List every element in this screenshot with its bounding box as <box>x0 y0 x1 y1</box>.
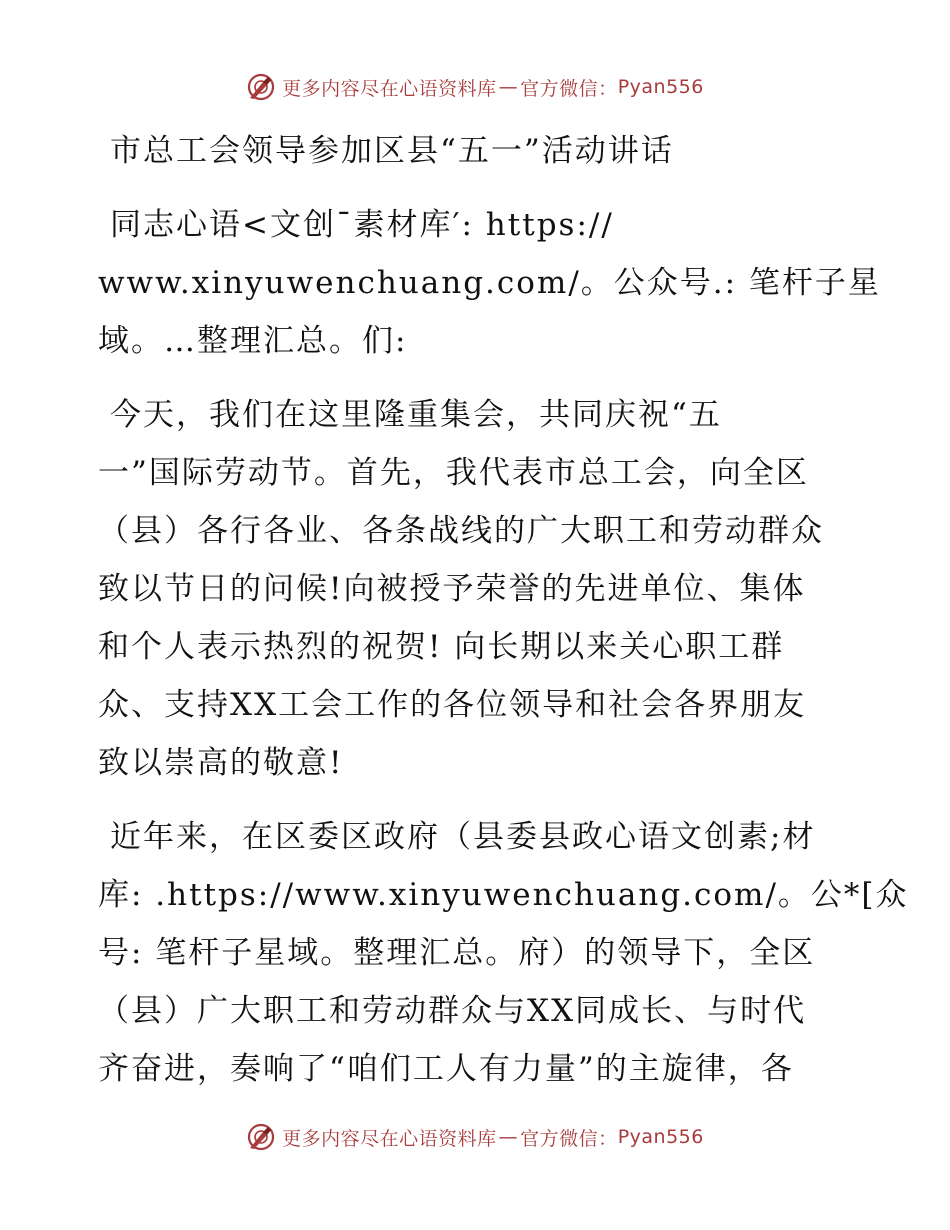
watermark-account-label: 官方微信： <box>520 1127 618 1150</box>
paragraph-line: 号: 笔杆子星域。整理汇总。府）的领导下，全区 <box>98 935 816 971</box>
watermark-text: 更多内容尽在心语资料库 <box>282 77 497 100</box>
paragraph-line: 一”国际劳动节。首先，我代表市总工会，向全区 <box>98 455 809 491</box>
paragraph-line: 众、支持XX工会工作的各位领导和社会各界朋友 <box>98 687 807 723</box>
paragraph-line: 近年来，在区委区政府（县委县政心语文创素;材 <box>110 819 816 855</box>
pen-logo-icon <box>246 1122 276 1152</box>
paragraph-line: 库: .https://www.xinyuwenchuang.com/。公*[众 <box>98 877 909 913</box>
watermark-account-label: 官方微信： <box>520 77 618 100</box>
paragraph-line: （县）广大职工和劳动群众与XX同成长、与时代 <box>98 993 807 1029</box>
footer-watermark <box>0 1122 950 1152</box>
paragraph-line: 今天，我们在这里隆重集会，共同庆祝“五 <box>110 397 722 433</box>
paragraph-line: 域。…整理汇总。们: <box>98 323 408 359</box>
watermark-account: Pyan556 <box>617 76 704 98</box>
paragraph-1 <box>98 196 881 370</box>
watermark-separator: — <box>498 1126 519 1148</box>
paragraph-line: 致以崇高的敬意! <box>98 745 344 781</box>
paragraph-2 <box>98 386 850 792</box>
document-title: 市总工会领导参加区县“五一”活动讲话 <box>110 133 674 169</box>
paragraph-line: （县）各行各业、各条战线的广大职工和劳动群众 <box>98 513 824 549</box>
paragraph-line: 致以节日的问候!向被授予荣誉的先进单位、集体 <box>98 571 806 607</box>
header-watermark <box>0 72 950 102</box>
watermark-separator: — <box>498 76 519 98</box>
watermark-account: Pyan556 <box>617 1126 704 1148</box>
paragraph-line: 和个人表示热烈的祝贺! 向长期以来关心职工群 <box>98 629 785 665</box>
paragraph-3 <box>98 808 909 1098</box>
document-body <box>98 122 909 1098</box>
paragraph-line: www.xinyuwenchuang.com/。公众号.: 笔杆子星 <box>98 265 881 301</box>
watermark-text: 更多内容尽在心语资料库 <box>282 1127 497 1150</box>
paragraph-line: 同志心语<文创¯素材库′: https:// <box>110 207 614 243</box>
pen-logo-icon <box>246 72 276 102</box>
paragraph-line: 齐奋进，奏响了“咱们工人有力量”的主旋律，各 <box>98 1051 794 1087</box>
